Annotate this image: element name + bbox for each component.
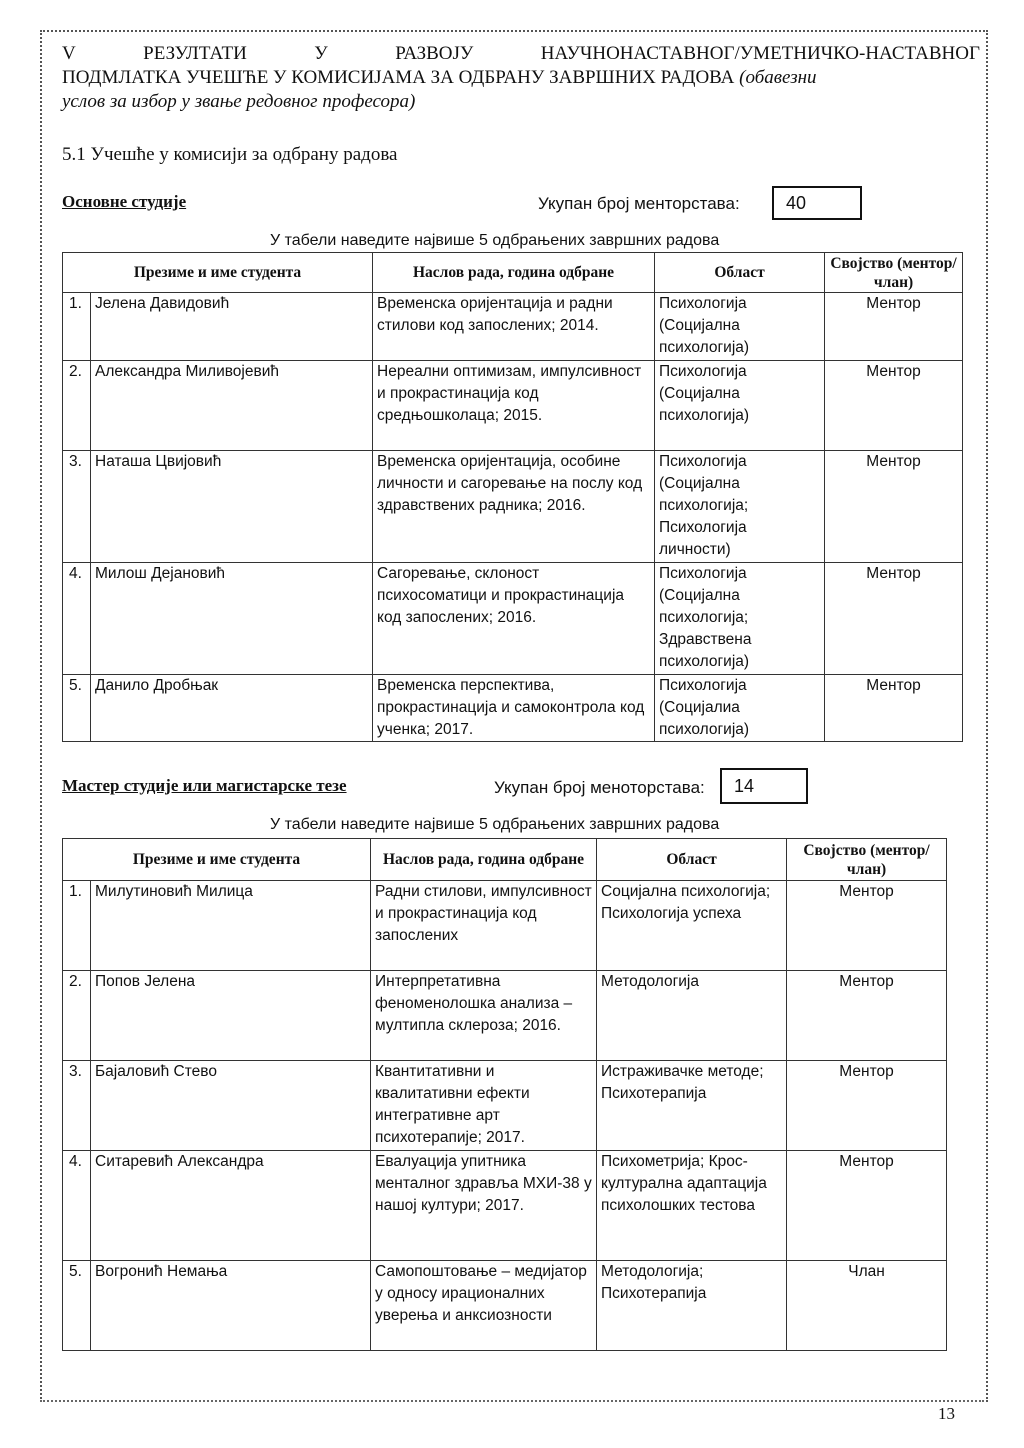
student-name: Јелена Давидовић: [91, 293, 373, 361]
table-row: [63, 293, 963, 361]
footer-divider: [40, 1400, 984, 1402]
master-studies-table: [62, 838, 947, 1351]
table-row: [63, 1261, 947, 1351]
heading-word: РАЗВОЈУ: [395, 43, 474, 64]
header-student-name: Презиме и име студента: [63, 839, 371, 881]
heading-line-2-italic: (обавезни: [739, 67, 817, 88]
heading-line-1: [62, 42, 980, 66]
thesis-title: Сагоревање, склоност психосоматици и прокрастинација код запослених; 2016.: [373, 563, 655, 675]
row-number: 5.: [63, 1261, 91, 1351]
thesis-area: Социјална психологија; Психологија успеха: [597, 881, 787, 971]
heading-line-2: [62, 66, 980, 90]
subsection-title: 5.1 Учешће у комисији за одбрану радова: [62, 144, 398, 165]
student-name: Ситаревић Александра: [91, 1151, 371, 1261]
table-row: [63, 1151, 947, 1261]
thesis-title: Самопоштовање – медијатор у односу ирационалних уверења и анксиозности: [371, 1261, 597, 1351]
thesis-role: Ментор: [787, 1061, 947, 1151]
row-number: 4.: [63, 563, 91, 675]
thesis-area: Психометрија; Крос-културална адаптација психолошких тестова: [597, 1151, 787, 1261]
row-number: 2.: [63, 361, 91, 451]
master-table-caption: У табели наведите највише 5 одбрањених завршних радова: [270, 816, 720, 833]
thesis-role: Ментор: [825, 451, 963, 563]
thesis-area: Истраживачке методе; Психотерапија: [597, 1061, 787, 1151]
heading-word: У: [314, 43, 328, 64]
table-row: [63, 881, 947, 971]
table-row: [63, 451, 963, 563]
master-total-label: Укупан број меноторстава:: [494, 778, 705, 797]
table-row: [63, 675, 963, 742]
student-name: Попов Јелена: [91, 971, 371, 1061]
row-number: 3.: [63, 451, 91, 563]
thesis-title: Интерпретативна феноменолошка анализа – мултипла склероза; 2016.: [371, 971, 597, 1061]
thesis-title: Радни стилови, импулсивност и прокрастинација код запослених: [371, 881, 597, 971]
student-name: Наташа Цвијовић: [91, 451, 373, 563]
thesis-area: Психологија (Социјалиа психологија): [655, 675, 825, 742]
table-header-row: [63, 253, 963, 293]
basic-studies-label: Основне студије: [62, 192, 187, 211]
thesis-area: Психологија (Социјална психологија; Здравствена психологија): [655, 563, 825, 675]
thesis-role: Ментор: [787, 881, 947, 971]
master-total-value: 14: [720, 768, 808, 804]
section-heading: [62, 42, 980, 114]
row-number: 5.: [63, 675, 91, 742]
table-row: [63, 563, 963, 675]
header-thesis-title: Наслов рада, година одбране: [373, 253, 655, 293]
row-number: 2.: [63, 971, 91, 1061]
thesis-role: Ментор: [787, 1151, 947, 1261]
page-number: 13: [938, 1404, 955, 1423]
header-area: Област: [597, 839, 787, 881]
table-row: [63, 971, 947, 1061]
thesis-role: Ментор: [825, 563, 963, 675]
thesis-role: Члан: [787, 1261, 947, 1351]
table-row: [63, 361, 963, 451]
header-thesis-title: Наслов рада, година одбране: [371, 839, 597, 881]
thesis-title: Временска оријентација, особине личности и сагоревање на послу код здравствених радника; 2016.: [373, 451, 655, 563]
thesis-title: Нереални оптимизам, импулсивност и прокрастинација код средњошколаца; 2015.: [373, 361, 655, 451]
basic-studies-table: [62, 252, 963, 742]
heading-line-3: услов за избор у звање редовног професора): [62, 91, 416, 112]
thesis-title: Временска перспектива, прокрастинација и самоконтрола код ученка; 2017.: [373, 675, 655, 742]
row-number: 4.: [63, 1151, 91, 1261]
table-header-row: [63, 839, 947, 881]
heading-word: V: [62, 43, 76, 64]
thesis-role: Ментор: [787, 971, 947, 1061]
basic-table-caption: У табели наведите највише 5 одбрањених завршних радова: [270, 232, 720, 249]
basic-total-value: 40: [772, 186, 862, 220]
thesis-area: Психологија (Социјална психологија; Психологија личности): [655, 451, 825, 563]
header-role: Својство (ментор/члан): [825, 253, 963, 293]
heading-word: РЕЗУЛТАТИ: [143, 43, 247, 64]
student-name: Бајаловић Стево: [91, 1061, 371, 1151]
thesis-title: Евалуација упитника менталног здравља МХИ-38 у нашој култури; 2017.: [371, 1151, 597, 1261]
student-name: Милутиновић Милица: [91, 881, 371, 971]
student-name: Вогронић Немања: [91, 1261, 371, 1351]
thesis-role: Ментор: [825, 361, 963, 451]
header-student-name: Презиме и име студента: [63, 253, 373, 293]
thesis-area: Методологија; Психотерапија: [597, 1261, 787, 1351]
thesis-title: Квантитативни и квалитативни ефекти интегративне арт психотерапије; 2017.: [371, 1061, 597, 1151]
student-name: Александра Миливојевић: [91, 361, 373, 451]
header-role: Својство (ментор/члан): [787, 839, 947, 881]
thesis-area: Методологија: [597, 971, 787, 1061]
thesis-area: Психологија (Социјална психологија): [655, 293, 825, 361]
thesis-role: Ментор: [825, 293, 963, 361]
table-row: [63, 1061, 947, 1151]
row-number: 1.: [63, 293, 91, 361]
heading-line-2-text: ПОДМЛАТКА УЧЕШЋЕ У КОМИСИЈАМА ЗА ОДБРАНУ ЗАВРШНИХ РАДОВА: [62, 67, 735, 88]
heading-word: НАУЧНОНАСТАВНОГ/УМЕТНИЧКО-НАСТАВНОГ: [540, 43, 980, 64]
thesis-area: Психологија (Социјална психологија): [655, 361, 825, 451]
row-number: 3.: [63, 1061, 91, 1151]
student-name: Милош Дејановић: [91, 563, 373, 675]
basic-total-label: Укупан број менторстава:: [538, 194, 740, 213]
master-studies-label: Мастер студије или магистарске тезе: [62, 776, 347, 795]
student-name: Данило Дробњак: [91, 675, 373, 742]
thesis-role: Ментор: [825, 675, 963, 742]
row-number: 1.: [63, 881, 91, 971]
header-area: Област: [655, 253, 825, 293]
thesis-title: Временска оријентација и радни стилови код запослених; 2014.: [373, 293, 655, 361]
